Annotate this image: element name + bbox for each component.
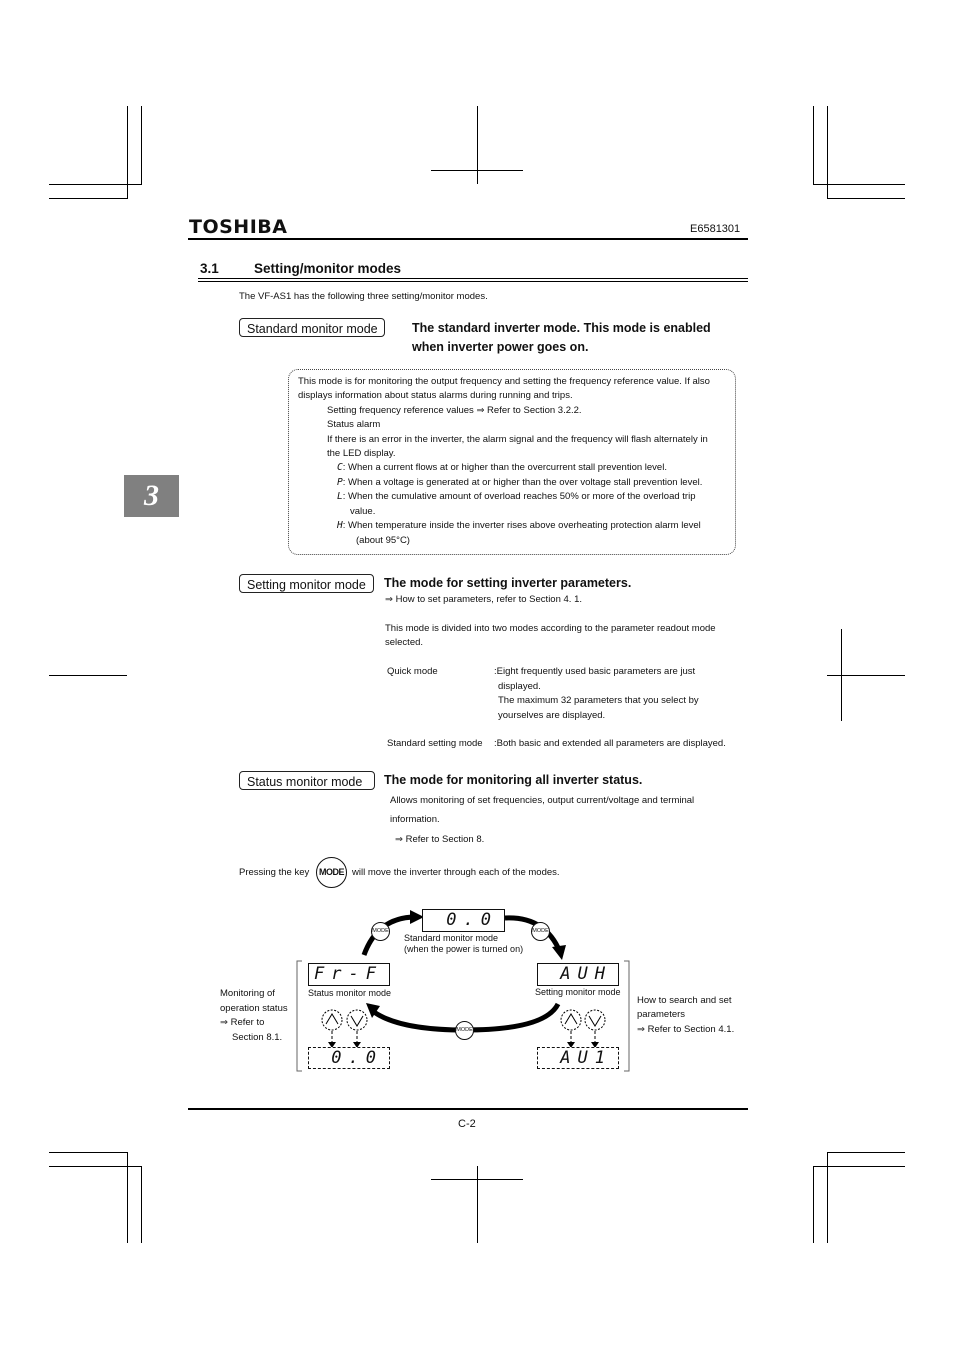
left-bracket [297, 961, 302, 1071]
quick-mode-text: displayed. [498, 681, 541, 692]
alarm-cont: value. [350, 506, 376, 517]
arrowhead [552, 945, 566, 960]
status-mode-desc: information. [390, 814, 440, 825]
setting-display-label: Setting monitor mode [535, 987, 621, 997]
alarm-text: : When the cumulative amount of overload reaches 50% or more of the overload trip [342, 491, 696, 502]
mode-key-icon: MODE [531, 922, 550, 941]
standard-display-label: Standard monitor mode [404, 933, 499, 943]
standard-mode-heading: The standard inverter mode. This mode is enabled [412, 321, 711, 335]
right-bracket [624, 961, 629, 1071]
setting-display: AUH [537, 963, 619, 986]
mode-key-icon: MODE [371, 922, 390, 941]
section-title: Setting/monitor modes [254, 261, 402, 276]
status-sub-display: 0.0 [308, 1047, 390, 1069]
left-note: Section 8.1. [232, 1032, 283, 1043]
setting-mode-heading: The mode for setting inverter parameters. [384, 576, 632, 590]
quick-mode-text: yourselves are displayed. [498, 710, 606, 721]
mode-key-before: Pressing the key [239, 867, 310, 878]
right-note: How to search and set [637, 995, 732, 1006]
left-note: Monitoring of [220, 988, 275, 999]
status-display: Fr-F [308, 963, 390, 986]
toshiba-logo: TOSHIBA [189, 216, 288, 238]
status-mode-heading: The mode for monitoring all inverter status. [384, 773, 643, 787]
setting-mode-desc: This mode is divided into two modes according to the parameter readout mode [385, 623, 716, 634]
doc-code: E6581301 [690, 223, 741, 235]
status-display-label: Status monitor mode [308, 988, 392, 998]
quick-mode-text: The maximum 32 parameters that you select by [498, 695, 699, 706]
chapter-tab: 3 [124, 475, 179, 517]
standard-display: 0.0 [422, 909, 505, 932]
status-monitor-mode-label: Status monitor mode [239, 771, 375, 790]
alarm-text: : When a voltage is generated at or higher than the over voltage stall prevention level. [342, 477, 703, 488]
standard-setting-label: Standard setting mode [387, 738, 483, 749]
info-line: Status alarm [327, 419, 381, 430]
info-line: If there is an error in the inverter, the alarm signal and the frequency will flash alternately in [327, 434, 708, 445]
quick-mode-text: :Eight frequently used basic parameters are just [494, 666, 696, 677]
status-mode-desc: Allows monitoring of set frequencies, output current/voltage and terminal [390, 795, 695, 806]
setting-mode-ref: ⇒ How to set parameters, refer to Section 4. 1. [385, 594, 582, 605]
left-note: ⇒ Refer to [220, 1017, 265, 1028]
mode-key-after: will move the inverter through each of the modes. [352, 867, 560, 878]
alarm-code: P [337, 477, 343, 488]
left-note: operation status [220, 1003, 288, 1014]
right-note: ⇒ Refer to Section 4.1. [637, 1024, 735, 1035]
page-number: C-2 [458, 1118, 476, 1130]
standard-mode-heading-2: when inverter power goes on. [412, 340, 589, 354]
alarm-text: : When a current flows at or higher than the overcurrent stall prevention level. [342, 462, 667, 473]
mode-key-icon: MODE [455, 1021, 474, 1040]
info-line: displays information about status alarms during running and trips. [298, 390, 573, 401]
setting-sub-display: AU1 [537, 1047, 619, 1069]
info-line: the LED display. [327, 448, 396, 459]
standard-monitor-mode-label: Standard monitor mode [239, 318, 385, 337]
standard-setting-text: :Both basic and extended all parameters are displayed. [494, 738, 726, 749]
quick-mode-label: Quick mode [387, 666, 438, 677]
right-note: parameters [637, 1009, 686, 1020]
right-key-group [561, 1010, 605, 1045]
intro-text: The VF-AS1 has the following three setting/monitor modes. [239, 291, 488, 302]
setting-monitor-mode-label: Setting monitor mode [239, 574, 374, 593]
alarm-code: C [337, 462, 343, 473]
left-key-group [322, 1010, 367, 1045]
mode-key-button: MODE [316, 857, 347, 888]
standard-display-sublabel: (when the power is turned on) [404, 944, 524, 954]
status-mode-ref: ⇒ Refer to Section 8. [395, 834, 485, 845]
info-line: This mode is for monitoring the output frequency and setting the frequency reference value. If also [298, 376, 710, 387]
alarm-text: : When temperature inside the inverter rises above overheating protection alarm level [342, 520, 701, 531]
alarm-code: H [337, 520, 343, 531]
info-line: Setting frequency reference values ⇒ Refer to Section 3.2.2. [327, 405, 582, 416]
alarm-cont: (about 95°C) [356, 535, 410, 546]
footer-rule [188, 1108, 748, 1110]
alarm-code: L [337, 491, 343, 502]
setting-mode-desc: selected. [385, 637, 424, 648]
section-number: 3.1 [200, 261, 219, 276]
